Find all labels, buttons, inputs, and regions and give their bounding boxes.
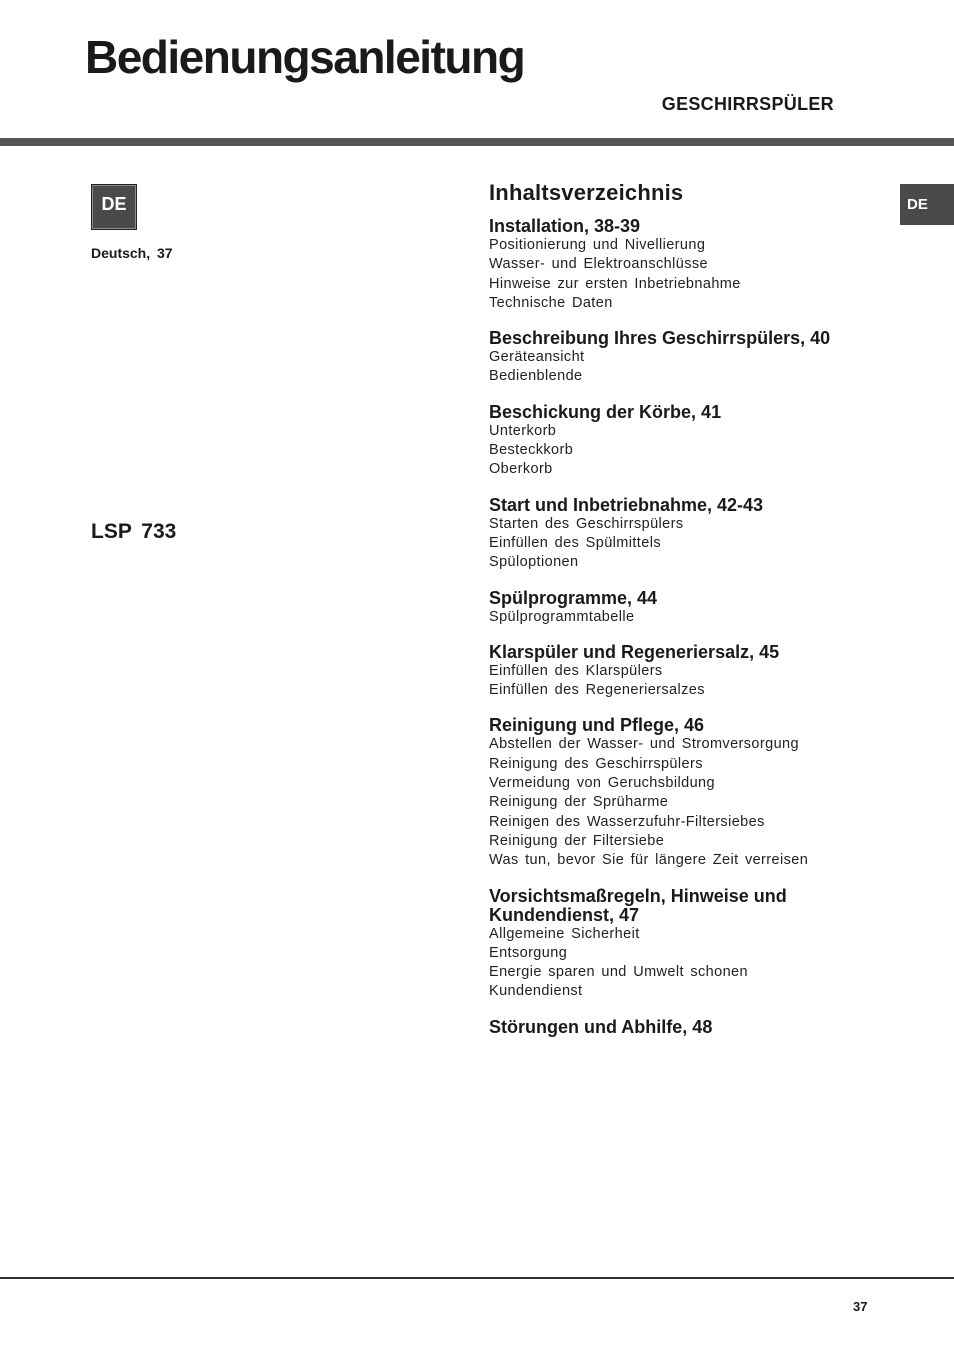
toc-item: Abstellen der Wasser- und Stromversorgung bbox=[489, 736, 799, 753]
toc-section-heading: Vorsichtsmaßregeln, Hinweise und Kundendienst, 47 bbox=[489, 885, 787, 925]
product-category: GESCHIRRSPÜLER bbox=[661, 94, 834, 114]
toc-item: Spülprogrammtabelle bbox=[489, 608, 635, 625]
page-number: 37 bbox=[853, 1299, 868, 1314]
language-badge: DE bbox=[91, 184, 137, 230]
toc-item: Unterkorb bbox=[489, 422, 557, 439]
toc-item: Vermeidung von Geruchsbildung bbox=[489, 775, 715, 792]
toc-item: Einfüllen des Regeneriersalzes bbox=[489, 682, 705, 699]
header-divider bbox=[0, 138, 954, 146]
toc-item: Entsorgung bbox=[489, 944, 568, 961]
toc-item: Hinweise zur ersten Inbetriebnahme bbox=[489, 275, 741, 292]
page-title: Bedienungsanleitung bbox=[85, 31, 525, 83]
toc-section bbox=[489, 329, 889, 387]
toc-item: Energie sparen und Umwelt schonen bbox=[489, 964, 748, 981]
language-entry: Deutsch, 37 bbox=[91, 245, 173, 261]
toc-section-heading: Installation, 38-39 bbox=[489, 216, 641, 236]
toc-item: Geräteansicht bbox=[489, 349, 585, 366]
toc-section-heading: Beschreibung Ihres Geschirrspülers, 40 bbox=[489, 328, 831, 349]
toc-section bbox=[489, 1018, 889, 1037]
toc-section-heading: Spülprogramme, 44 bbox=[489, 587, 658, 608]
toc-item: Bedienblende bbox=[489, 368, 583, 385]
toc-item: Besteckkorb bbox=[489, 442, 574, 459]
toc-item: Allgemeine Sicherheit bbox=[489, 925, 640, 942]
toc-item: Oberkorb bbox=[489, 461, 553, 478]
toc-item: Wasser- und Elektroanschlüsse bbox=[489, 256, 708, 273]
toc-item: Positionierung und Nivellierung bbox=[489, 237, 706, 253]
toc-item: Starten des Geschirrspülers bbox=[489, 515, 684, 532]
model-number: LSP 733 bbox=[91, 520, 177, 543]
toc-section-heading: Störungen und Abhilfe, 48 bbox=[489, 1016, 713, 1037]
toc-section-heading: Beschickung der Körbe, 41 bbox=[489, 401, 722, 422]
toc-item: Reinigung des Geschirrspülers bbox=[489, 755, 703, 772]
toc-section bbox=[489, 643, 889, 701]
toc-item: Was tun, bevor Sie für längere Zeit verreisen bbox=[489, 852, 809, 869]
toc-item-list bbox=[489, 608, 889, 627]
toc-item: Technische Daten bbox=[489, 294, 613, 311]
toc-item: Kundendienst bbox=[489, 983, 583, 1000]
toc-section bbox=[489, 496, 889, 573]
toc-item-list bbox=[489, 515, 889, 573]
footer-divider bbox=[0, 1277, 954, 1279]
toc-item: Reinigung der Filtersiebe bbox=[489, 832, 665, 849]
language-side-tab: DE bbox=[900, 184, 954, 225]
toc-section bbox=[489, 589, 889, 627]
toc-item-list bbox=[489, 662, 889, 701]
toc-item-list bbox=[489, 348, 889, 387]
toc-section bbox=[489, 403, 889, 480]
toc-item-list bbox=[489, 236, 889, 313]
toc-section-heading: Klarspüler und Regeneriersalz, 45 bbox=[489, 641, 780, 662]
toc-section-heading: Reinigung und Pflege, 46 bbox=[489, 715, 705, 736]
toc-section bbox=[489, 887, 889, 1002]
toc-item-list bbox=[489, 925, 889, 1002]
toc-section bbox=[489, 217, 889, 313]
toc-section bbox=[489, 716, 889, 870]
toc-sections bbox=[489, 217, 889, 1037]
toc-title: Inhaltsverzeichnis bbox=[489, 180, 684, 205]
toc-item: Reinigung der Sprüharme bbox=[489, 794, 669, 811]
toc-section-heading: Start und Inbetriebnahme, 42-43 bbox=[489, 494, 764, 515]
toc-item-list bbox=[489, 422, 889, 480]
toc-item: Spüloptionen bbox=[489, 554, 579, 571]
table-of-contents bbox=[489, 180, 889, 1053]
toc-item: Einfüllen des Klarspülers bbox=[489, 662, 663, 679]
toc-item: Einfüllen des Spülmittels bbox=[489, 534, 661, 551]
toc-item-list bbox=[489, 735, 889, 870]
toc-item: Reinigen des Wasserzufuhr-Filtersiebes bbox=[489, 813, 765, 830]
